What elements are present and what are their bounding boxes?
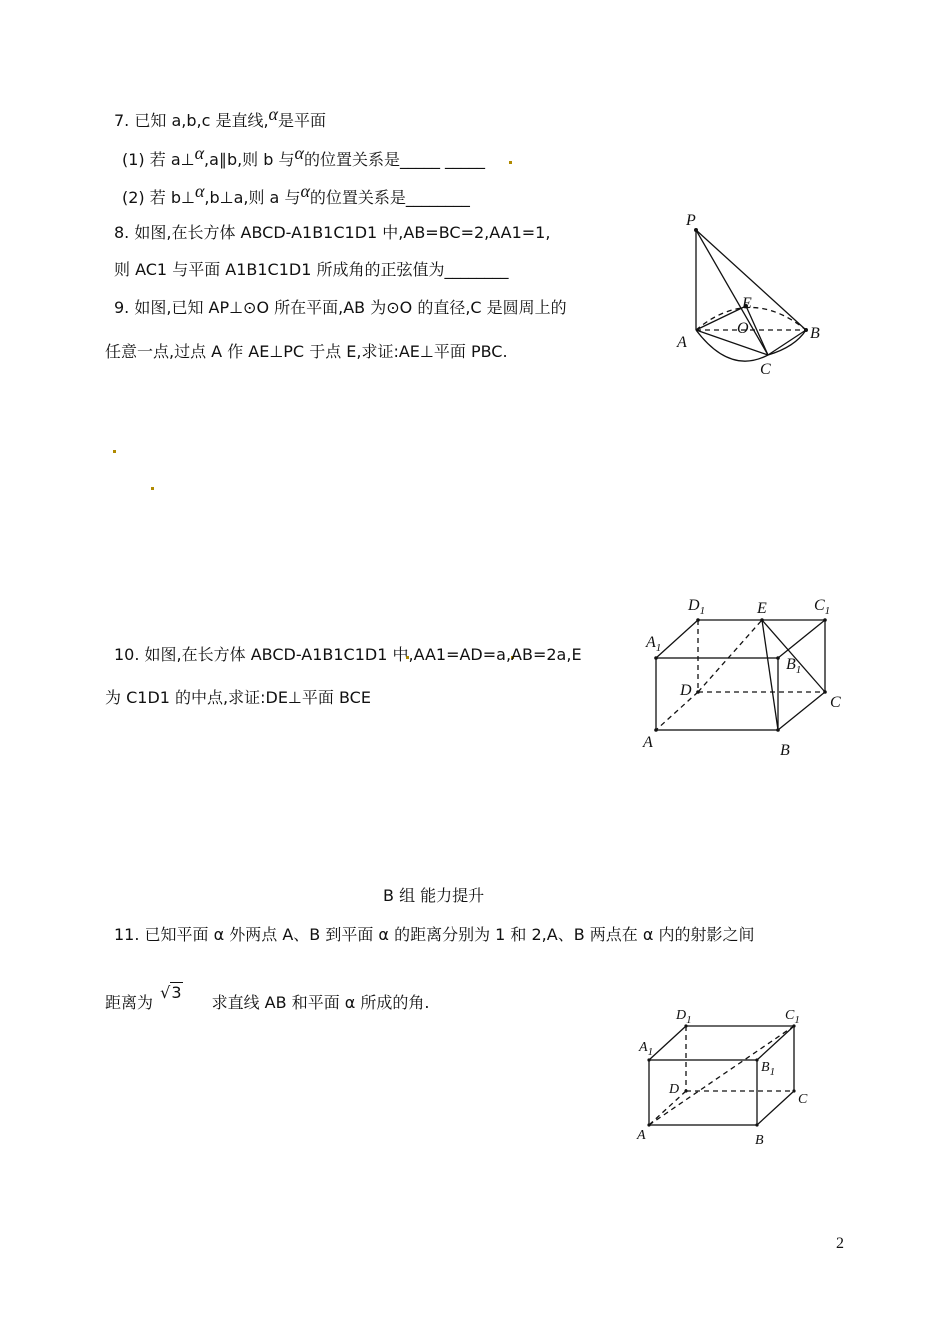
hidden-edge-DA [649,1091,686,1125]
q7-p2-pre: (2) 若 b⊥ [122,188,195,207]
figure-cone-circle [670,205,830,378]
q7-title-end: 是平面 [278,111,327,130]
sqrt-value: 3 [171,983,182,1002]
label-A: A [677,334,687,351]
label-A: A [643,734,653,751]
label-D: D [669,1082,680,1097]
decorative-dot [113,450,116,453]
edge-C1B1 [757,1026,794,1060]
label-B: B [780,742,790,759]
front-face [656,658,778,730]
label-C1: $C_1$ [814,597,831,617]
figure-cuboid-with-E [640,595,850,760]
decorative-dot [509,161,512,164]
q11-line1: 11. 已知平面 α 外两点 A、B 到平面 α 的距离分别为 1 和 2,A、B 两点在 α 内的射影之间 [114,925,755,944]
q7-part2 [122,181,470,208]
label-B1: $B_1$ [761,1060,776,1078]
q11-line2 [105,983,430,1013]
circle-front-arc [696,330,768,361]
label-E: E [742,295,752,312]
q11-line2-pre: 距离为 [105,993,154,1012]
sqrt-expression: √3 [160,983,182,1002]
q7-p1-pre: (1) 若 a⊥ [122,150,195,169]
q9-line1: 9. 如图,已知 AP⊥⊙O 所在平面,AB 为⊙O 的直径,C 是圆周上的 [114,298,567,317]
q7-p2-mid: ,b⊥a,则 a 与 [204,188,301,207]
label-C: C [760,361,771,378]
point-B [804,328,808,332]
edge-A1D1 [656,620,698,658]
label-B: B [810,325,820,342]
q8-line1: 8. 如图,在长方体 ABCD-A1B1C1D1 中,AB=BC=2,AA1=1, [114,223,551,242]
label-D1: $D_1$ [676,1008,692,1026]
q9-line2: 任意一点,过点 A 作 AE⊥PC 于点 E,求证:AE⊥平面 PBC. [105,342,508,361]
hidden-edge-DE [698,620,762,692]
edge-CB [778,692,825,730]
label-O: O [737,320,749,337]
q7-p1-answer-blank: 的位置关系是_____ _____ [303,150,486,169]
q7-part1 [122,143,486,170]
label-A: A [637,1128,646,1143]
q7-p1-mid: ,a∥b,则 b 与 [204,150,295,169]
section-heading: B 组 能力提升 [383,886,485,905]
alpha-symbol: α [300,181,310,201]
front-face [649,1060,757,1125]
label-P: P [686,212,696,229]
edge-C1B1 [778,620,825,658]
label-B1: $B_1$ [786,656,802,676]
label-D1: $D_1$ [688,597,706,617]
edge-A1D1 [649,1026,686,1060]
edge-EC [746,306,768,355]
q7-title-text: 7. 已知 a,b,c 是直线, [114,111,269,130]
alpha-symbol: α [194,143,205,163]
edge-CB [768,330,806,355]
page-number: 2 [836,1235,844,1252]
label-D: D [680,682,692,699]
alpha-symbol: α [294,143,304,163]
q11-line2-post: 求直线 AB 和平面 α 所成的角. [211,993,430,1012]
q8-line2: 则 AC1 与平面 A1B1C1D1 所成角的正弦值为________ [114,260,509,279]
label-E: E [757,600,767,617]
edge-PC [696,230,768,355]
figure-cuboid-diagonal [635,1005,815,1150]
alpha-symbol: α [194,181,205,201]
label-A1: $A_1$ [646,634,662,654]
label-B: B [755,1133,764,1148]
label-C1: $C_1$ [785,1008,800,1026]
decorative-dot [151,487,154,490]
q10-line1: 10. 如图,在长方体 ABCD-A1B1C1D1 中,AA1=AD=a,AB=2a,E [114,645,582,664]
hidden-edge-DA [656,692,698,730]
edge-PB [696,230,806,330]
alpha-symbol: α [268,104,278,124]
label-C: C [830,694,841,711]
q10-line2: 为 C1D1 的中点,求证:DE⊥平面 BCE [105,688,371,707]
label-C: C [798,1092,808,1107]
edge-CB [757,1091,794,1125]
label-A1: $A_1$ [639,1040,654,1058]
q7-title [114,104,327,131]
q7-p2-answer-blank: 的位置关系是________ [309,188,470,207]
